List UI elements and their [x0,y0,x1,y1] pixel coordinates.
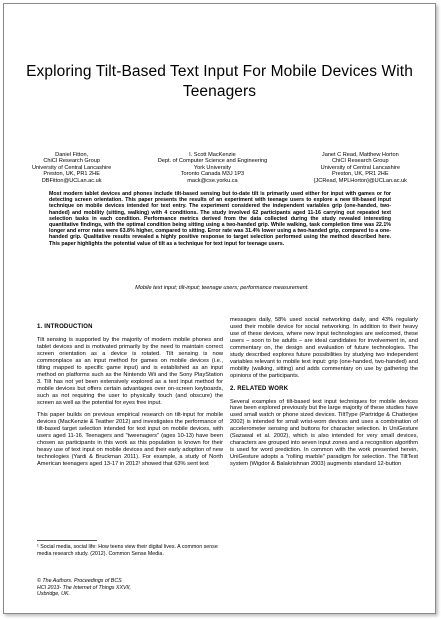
author-email[interactable]: mack@cse.yorku.ca [187,177,238,184]
author-line: York University [193,164,231,171]
author-line: Dept. of Computer Science and Engineering [157,158,268,165]
left-column [37,324,223,474]
copyright-line: Uxbridge, UK. [37,591,70,598]
footnote-text: ¹ Social media, social life: How teens view their digital lives. A common sense media research study. (2012). Common Sense Media. [37,544,218,557]
author-line: I. Scott MacKenzie [189,152,236,158]
section-heading-related-work: 2. RELATED WORK [230,385,289,392]
author-line: Preston, UK, PR1 2HE [43,171,100,178]
author-email[interactable]: {JCRead, MPLHorton}@UCLan.ac.uk [313,177,407,184]
copyright-line: HCI 2013- The Internet of Things XXVII, [37,584,131,591]
author-line: Daniel Fitton, [55,152,89,158]
paper-page [3,3,436,614]
author-email[interactable]: DBFitton@UCLan.ac.uk [41,177,102,184]
copyright-notice [37,578,223,598]
author-line: University of Central Lancashire [320,164,400,171]
author-line: Toronto Canada M3J 1P3 [180,171,245,178]
author-block [32,152,407,184]
author-line: ChiCI Research Group [332,158,389,165]
author-2 [158,152,267,184]
copyright-icon: © [37,578,41,584]
author-line: Janet C Read, Matthew Horton [321,152,399,158]
author-line: Preston, UK, PR1 2HE [332,171,389,178]
author-line: University of Central Lancashire [32,164,112,171]
keywords: Mobile text input; tilt-input; teenage users; performance measurement. [135,285,309,291]
body-paragraph: Tilt sensing is supported by the majority of modern mobile phones and tablet devices and is motivated primarily by the need to maintain correct screen orientation as a device is rotated. Tilt sensing is now commonplace as an input method for games on mobile devices (i.e., tilting mapped to specific game input) and is established as an input method on platforms such as the Nintendo Wii and the Sony PlayStation 3. Tilt has not yet been extensively explored as a text input method for mobile devices but offers certain advantages over on-screen keyboards, such as not requiring the user to physically touch (and obscure) the screen as well as the potential for eyes free input. [37,336,223,406]
paper-title: Exploring Tilt-Based Text Input For Mobile Devices With Teenagers [26,63,413,100]
author-1 [32,152,111,184]
footnote-divider [37,540,97,541]
abstract: Most modern tablet devices and phones include tilt-based sensing but to-date tilt is primarily used either for input with games or for detecting screen orientation. This paper presents the results of an experiment with teenage users to explore a new tilt-based input technique on mobile devices intended for text entry. The experiment considered the independent variables grip (one-handed, two-handed) and mobility (sitting, walking) with 4 conditions. The study involved 62 participants aged 11-16 carrying out repeated text selection tasks in each condition. Performance metrics derived from the data collected during the study revealed interesting quantitative findings, with the optimal condition being sitting using a two-handed grip. While walking, task completion time was 22.1% longer and error rates were 63.8% higher, compared to sitting. Error rate was 31.4% lower using a two-handed grip, compared to a one-handed grip. Qualitative results revealed a highly positive response to target selection performed using the method described here. This paper highlights the potential value of tilt as a technique for text input for teenage users. [49,191,391,247]
copyright-line: The Authors. Proceedings of BCS [42,578,122,584]
body-paragraph: Several examples of tilt-based text input techniques for mobile devices have been explored previously but the large majority of these studies have used small watch or phone sized devices. TiltType (Partridge & Chatterjee 2002) is intended for small wrist-worn devices and uses a combination of accelerometer sensing and buttons for character selection. In UniGesture (Sazawal et al. 2002), which is also intended for very small devices, characters are grouped into seven input zones and a recognition algorithm is used for word prediction. In common with the work presented herein, UniGesture adopts a "rolling marble" paradigm for selection. The TiltText system (Wigdor & Balakrishnan 2003) augments standard 12-button [230,398,418,468]
section-heading-introduction: 1. INTRODUCTION [37,324,93,330]
author-line: ChiCI Research Group [43,158,100,165]
author-3 [314,152,407,184]
footnote [37,540,223,557]
body-paragraph: messages daily, 58% used social networking daily, and 43% regularly used their mobile device for social networking. In addition to their heavy use of these devices, where new input technologies are welcomed, these users – soon to be adults – are ideal candidates for involvement in, and commentary on, the design and evaluation of future technologies. The study described explores future possibilities by studying two independent variables relevant to mobile text input: grip (one-handed, two-handed) and mobility (walking, sitting) and adds commentary on use by gathering the opinions of the participants. [230,317,418,379]
body-paragraph: This paper builds on previous empirical research on tilt-input for mobile devices (MacKenzie & Teather 2012) and investigates the performance of tilt-based target selection intended for text input on mobile devices, with users aged 11-16. Teenagers and "tweenagers" (ages 10-13) have been chosen as participants in this work as this population is known for their heavy use of text input on mobile devices and their early adoption of new technologies (Yardi & Bruckman 2011). For example, a study of North American teenagers aged 13-17 in 2012¹ showed that 63% sent text [37,412,223,468]
right-column [230,317,418,474]
